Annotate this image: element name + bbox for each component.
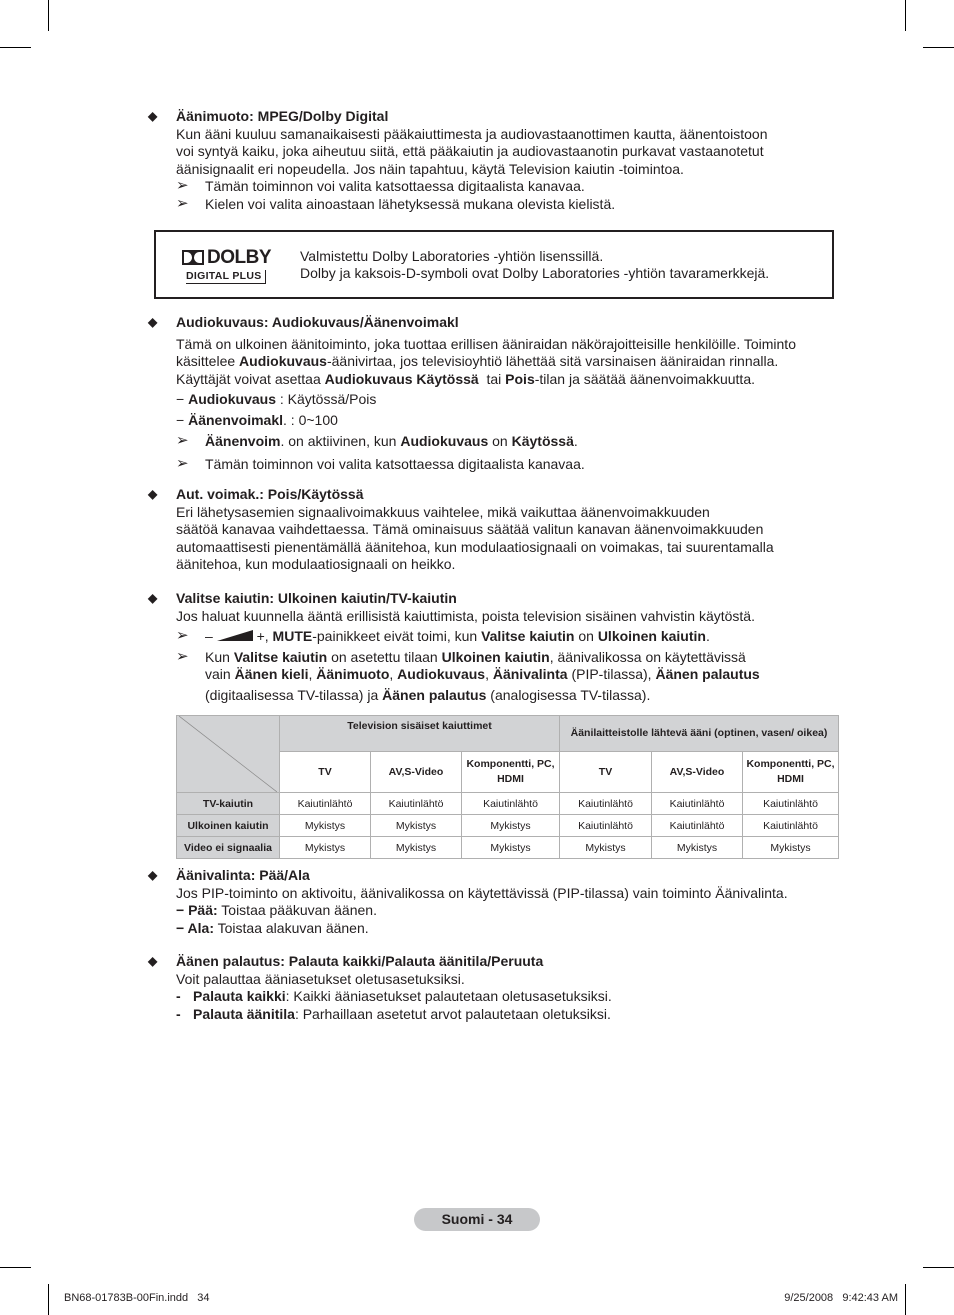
dash-item: - Palauta kaikki: Kaikki ääniasetukset palautetaan oletusasetuksiksi. xyxy=(176,988,612,1005)
body-line: säätöä kanavaa vaihdettaessa. Tämä ominaisuus säätää valitun kanavan äänenvoimakkuuden xyxy=(176,521,764,538)
body-line: äänitehoa, kun modulaatiosignaali on heikko. xyxy=(176,556,456,573)
section-aut-voimak xyxy=(148,486,838,574)
page-number-badge: Suomi - 34 xyxy=(414,1208,540,1231)
table-cell: Mykistys xyxy=(371,837,462,859)
body-line: Jos haluat kuunnella ääntä erillisistä kaiuttimista, poista television sisäinen vahvistin käytöstä. xyxy=(176,607,755,624)
table-cell: Kaiutinlähtö xyxy=(743,793,839,815)
table-cell: Kaiutinlähtö xyxy=(560,815,652,837)
table-row-header: Ulkoinen kaiutin xyxy=(177,815,280,837)
section-title: Aut. voimak.: Pois/Käytössä xyxy=(176,486,364,502)
dolby-license-box xyxy=(154,230,834,299)
note: ➢ Kielen voi valita ainoastaan lähetyksessä mukana olevista kielistä. xyxy=(176,194,616,212)
note: ➢ Kun Valitse kaiutin on asetettu tilaan Ulkoinen kaiutin, äänivalikossa on käytettävissä xyxy=(176,647,746,665)
body-line: Voit palauttaa ääniasetukset oletusasetuksiksi. xyxy=(176,970,465,987)
dolby-line-2: Dolby ja kaksois-D-symboli ovat Dolby Laboratories -yhtiön tavaramerkkejä. xyxy=(300,265,770,281)
table-col-header: TV xyxy=(560,752,652,793)
section-title: Audiokuvaus: Audiokuvaus/Äänenvoimakl xyxy=(176,314,459,330)
body-line: Jos PIP-toiminto on aktivoitu, äänivalikossa on käytettävissä (PIP-tilassa) vain toiminto Äänivalinta. xyxy=(176,884,788,901)
section-title: Äänivalinta: Pää/Ala xyxy=(176,867,310,883)
dash-item: − Ala: Toistaa alakuvan äänen. xyxy=(176,919,369,936)
dash-item: − Audiokuvaus : Käytössä/Pois xyxy=(176,391,377,408)
arrow-note-icon: ➢ xyxy=(176,431,189,449)
section-title: Äänimuoto: MPEG/Dolby Digital xyxy=(176,108,389,124)
table-row xyxy=(177,815,839,837)
body-line: Käyttäjät voivat asettaa Audiokuvaus Käytössä tai Pois-tilan ja säätää äänenvoimakkuutta. xyxy=(176,370,755,387)
diamond-bullet-icon: ◆ xyxy=(148,868,158,882)
table-cell: Mykistys xyxy=(652,837,743,859)
arrow-note-icon: ➢ xyxy=(176,455,189,473)
body-line: Tämä on ulkoinen äänitoiminto, joka tuottaa erillisen ääniraidan näkörajoitteisille henkilöille. Toiminto xyxy=(176,335,796,352)
table-group-header: Äänilaitteistolle lähtevä ääni (optinen, vasen/ oikea) xyxy=(560,716,839,752)
note-continuation: vain Äänen kieli, Äänimuoto, Audiokuvaus, Äänivalinta (PIP-tilassa), Äänen palautus xyxy=(205,666,760,683)
dolby-line-1: Valmistettu Dolby Laboratories -yhtiön lisenssillä. xyxy=(300,248,604,264)
diamond-bullet-icon: ◆ xyxy=(148,487,158,501)
note: ➢ Tämän toiminnon voi valita katsottaessa digitaalista kanavaa. xyxy=(176,177,585,195)
diamond-bullet-icon: ◆ xyxy=(148,954,158,968)
table-corner xyxy=(177,716,280,793)
table-cell: Kaiutinlähtö xyxy=(280,793,371,815)
section-audiokuvaus xyxy=(148,314,838,474)
table-col-header: Komponentti, PC, HDMI xyxy=(462,752,560,793)
footer-date: 9/25/2008 9:42:43 AM xyxy=(784,1292,898,1304)
table-col-header: Komponentti, PC, HDMI xyxy=(743,752,839,793)
arrow-note-icon: ➢ xyxy=(176,194,189,212)
crop-mark xyxy=(905,0,906,31)
dash-item: − Äänenvoimakl. : 0~100 xyxy=(176,411,338,428)
table-group-header: Television sisäiset kaiuttimet xyxy=(280,716,560,752)
table-cell: Kaiutinlähtö xyxy=(743,815,839,837)
table-col-header: TV xyxy=(280,752,371,793)
dash-item: − Pää: Toistaa pääkuvan äänen. xyxy=(176,902,377,919)
body-line: Kun ääni kuuluu samanaikaisesti pääkaiuttimesta ja audiovastaanottimen kautta, äänentoistoon xyxy=(176,125,768,142)
section-aanivalinta xyxy=(148,867,838,937)
note: ➢ Äänenvoim. on aktiivinen, kun Audiokuvaus on Käytössä. xyxy=(176,431,578,449)
table-row-header: Video ei signaalia xyxy=(177,837,280,859)
table-cell: Mykistys xyxy=(280,815,371,837)
section-title: Valitse kaiutin: Ulkoinen kaiutin/TV-kaiutin xyxy=(176,590,457,606)
section-aanen-palautus xyxy=(148,953,838,1023)
table-cell: Mykistys xyxy=(280,837,371,859)
dolby-digital-plus-logo: DOLBY DIGITAL PLUS xyxy=(182,248,274,284)
table-cell: Mykistys xyxy=(462,815,560,837)
crop-mark xyxy=(0,1267,31,1268)
table-row xyxy=(177,793,839,815)
table-row xyxy=(177,837,839,859)
note: ➢ – +, MUTE-painikkeet eivät toimi, kun Valitse kaiutin on Ulkoinen kaiutin. xyxy=(176,627,710,645)
table-cell: Kaiutinlähtö xyxy=(371,793,462,815)
note-continuation: (digitaalisessa TV-tilassa) ja Äänen palautus (analogisessa TV-tilassa). xyxy=(205,686,651,703)
table-cell: Mykistys xyxy=(371,815,462,837)
table-cell: Mykistys xyxy=(462,837,560,859)
table-cell: Mykistys xyxy=(560,837,652,859)
section-valitse-kaiutin xyxy=(148,590,838,705)
speaker-output-table xyxy=(176,715,839,859)
table-row-header: TV-kaiutin xyxy=(177,793,280,815)
table-cell: Kaiutinlähtö xyxy=(462,793,560,815)
body-line: äänisignaalit eri nopeudella. Jos näin tapahtuu, käytä Television kaiutin -toimintoa. xyxy=(176,160,684,177)
crop-mark xyxy=(48,1284,49,1315)
section-title: Äänen palautus: Palauta kaikki/Palauta äänitila/Peruuta xyxy=(176,953,544,969)
crop-mark xyxy=(905,1284,906,1315)
crop-mark xyxy=(923,1267,954,1268)
table-col-header: AV,S-Video xyxy=(371,752,462,793)
table-cell: Mykistys xyxy=(743,837,839,859)
crop-mark xyxy=(923,47,954,48)
body-line: voi syntyä kaiku, joka aiheutuu siitä, että pääkaiutin ja audiovastaanotin purkavat vastaanotetut xyxy=(176,143,764,160)
body-line: Eri lähetysasemien signaalivoimakkuus vaihtelee, mikä vaikuttaa äänenvoimakkuuden xyxy=(176,503,710,520)
table-cell: Kaiutinlähtö xyxy=(652,793,743,815)
diamond-bullet-icon: ◆ xyxy=(148,591,158,605)
crop-mark xyxy=(0,47,31,48)
arrow-note-icon: ➢ xyxy=(176,177,189,195)
volume-icon xyxy=(217,630,253,641)
double-d-icon xyxy=(182,250,204,265)
section-aanimuoto xyxy=(148,108,838,214)
table-cell: Kaiutinlähtö xyxy=(652,815,743,837)
table-col-header: AV,S-Video xyxy=(652,752,743,793)
arrow-note-icon: ➢ xyxy=(176,627,189,645)
crop-mark xyxy=(48,0,49,31)
body-line: automaattisesti pienentämällä äänitehoa, kun modulaatiosignaali on voimakas, tai suurentamalla xyxy=(176,538,774,555)
note: ➢ Tämän toiminnon voi valita katsottaessa digitaalista kanavaa. xyxy=(176,455,585,473)
body-line: käsittelee Audiokuvaus-äänivirtaa, jos televisioyhtiö lähettää sitä varsinaisen ääniraidan rinnalla. xyxy=(176,353,779,370)
footer-file: BN68-01783B-00Fin.indd 34 xyxy=(64,1292,210,1304)
diamond-bullet-icon: ◆ xyxy=(148,109,158,123)
dash-item: - Palauta äänitila: Parhaillaan asetetut arvot palautetaan oletuksiksi. xyxy=(176,1005,611,1022)
arrow-note-icon: ➢ xyxy=(176,647,189,665)
table-cell: Kaiutinlähtö xyxy=(560,793,652,815)
diamond-bullet-icon: ◆ xyxy=(148,315,158,329)
